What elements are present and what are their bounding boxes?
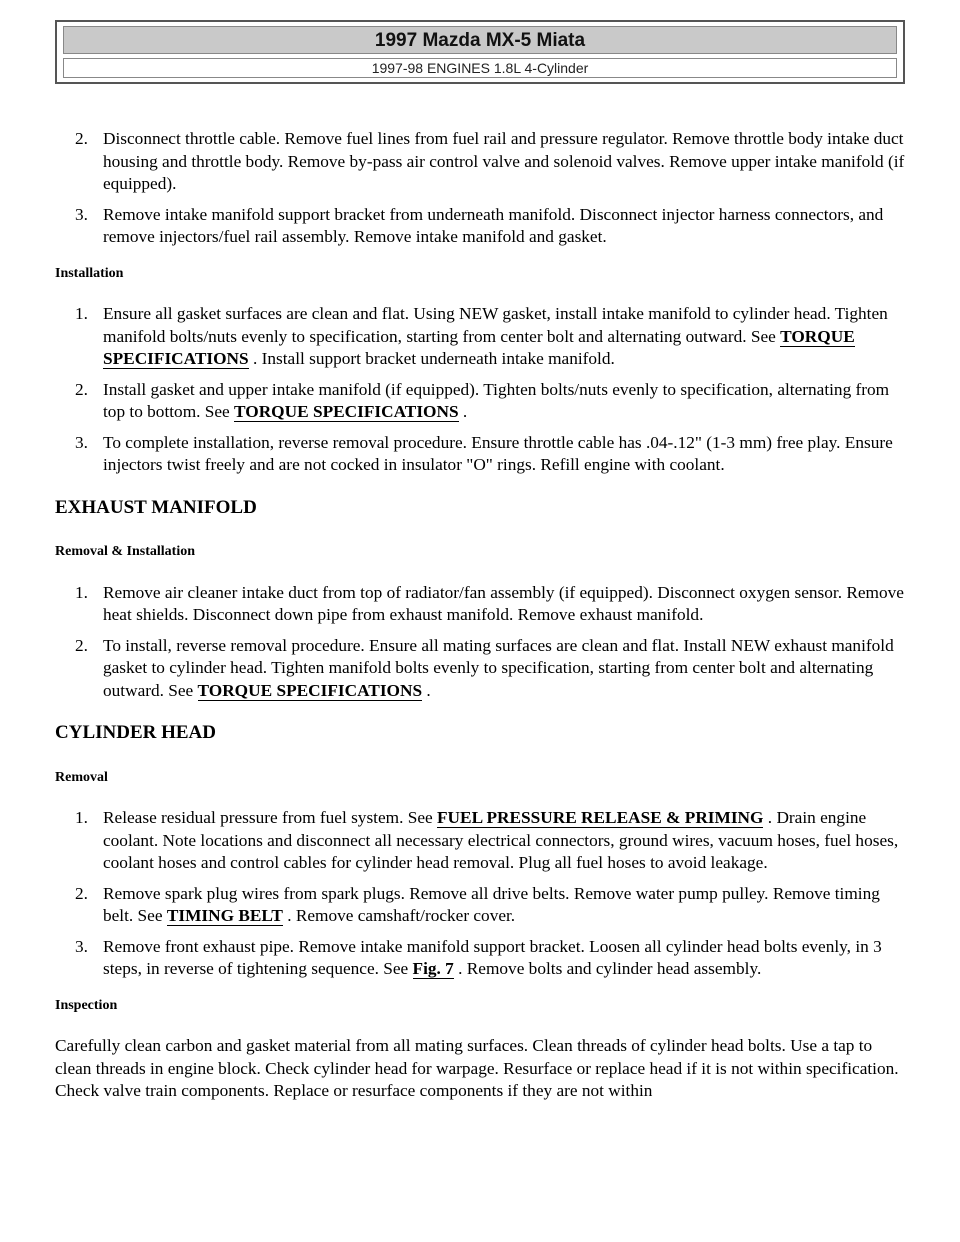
list-item	[55, 936, 907, 981]
list-item	[55, 379, 907, 424]
fuel-pressure-release-link[interactable]: FUEL PRESSURE RELEASE & PRIMING	[437, 808, 764, 827]
installation-heading: Installation	[55, 265, 124, 281]
removal-steps-list	[55, 128, 907, 249]
exhaust-steps-list	[55, 582, 907, 703]
list-item	[55, 582, 907, 627]
timing-belt-link[interactable]: TIMING BELT	[166, 906, 283, 925]
step-text: . Install support bracket underneath intake manifold.	[248, 349, 615, 368]
list-item	[55, 204, 907, 249]
list-item	[55, 432, 907, 477]
step-text: .	[422, 680, 431, 700]
list-item	[55, 303, 907, 371]
step-text: Remove spark plug wires from spark plugs. Remove all drive belts. Remove water pump pulley. Remove timing belt. See	[103, 883, 880, 925]
step-text: To install, reverse removal procedure. Ensure all mating surfaces are clean and flat. Install NEW exhaust manifold gasket to cylinder head. Tighten manifold bolts evenly to specification, starting from center bolt and alternating outward. See	[103, 635, 894, 700]
list-item	[55, 635, 907, 703]
step-number: 1.	[75, 304, 88, 323]
step-number: 2.	[75, 129, 88, 148]
step-text: Remove intake manifold support bracket from underneath manifold. Disconnect injector harness connectors, and remove injectors/fuel rail assembly. Remove intake manifold and gasket.	[103, 204, 884, 246]
step-number: 2.	[75, 379, 88, 399]
step-number: 1.	[75, 582, 88, 602]
inspection-paragraph: Carefully clean carbon and gasket material from all mating surfaces. Clean threads of cylinder head bolts. Use a tap to clean threads in engine block. Check cylinder head for warpage. Resurface or replace head if it is not within specification. Check valve train components. Replace or resurface components if they are not within	[55, 1036, 899, 1100]
list-item	[55, 128, 907, 196]
removal-installation-heading: Removal & Installation	[55, 544, 195, 559]
step-text: Remove air cleaner intake duct from top of radiator/fan assembly (if equipped). Disconnect oxygen sensor. Remove heat shields. Disconnect down pipe from exhaust manifold. Remove exhaust manifold.	[103, 582, 904, 624]
list-item	[55, 807, 907, 875]
list-item	[55, 883, 907, 928]
torque-specifications-link[interactable]: TORQUE SPECIFICATIONS	[197, 680, 423, 700]
step-text: Release residual pressure from fuel system. See	[103, 808, 437, 827]
document-title: 1997 Mazda MX-5 Miata	[63, 26, 897, 54]
fig-7-link[interactable]: Fig. 7	[412, 959, 454, 978]
step-text: . Remove bolts and cylinder head assembly.	[453, 959, 762, 978]
step-text: Install gasket and upper intake manifold (if equipped). Tighten bolts/nuts evenly to specification, alternating from top to bottom. See	[103, 379, 890, 421]
step-text: . Remove camshaft/rocker cover.	[282, 906, 516, 925]
torque-specifications-link[interactable]: TORQUE SPECIFICATIONS	[234, 402, 459, 421]
inspection-heading: Inspection	[55, 997, 118, 1013]
removal-heading: Removal	[55, 769, 108, 785]
cylinder-head-heading: CYLINDER HEAD	[55, 722, 216, 743]
step-text: Disconnect throttle cable. Remove fuel lines from fuel rail and pressure regulator. Remove throttle body intake duct housing and throttle body. Remove by-pass air control valve and solenoid valves. Remove upper intake manifold (if equipped).	[103, 129, 905, 193]
step-text: Remove front exhaust pipe. Remove intake manifold support bracket. Loosen all cylinder head bolts evenly, in 3 steps, in reverse of tightening sequence. See	[103, 936, 882, 978]
step-text: To complete installation, reverse removal procedure. Ensure throttle cable has .04-.12" (1-3 mm) free play. Ensure injectors twist freely and are not cocked in insulator "O" rings. Refill engine with coolant.	[103, 432, 893, 474]
step-number: 3.	[75, 936, 88, 956]
step-text: . Drain engine coolant. Note locations and disconnect all necessary electrical connectors, ground wires, vacuum hoses, fuel hoses, coolant hoses and control cables for cylinder head removal. Plug all fuel hoses to avoid leakage.	[103, 808, 899, 872]
cylinder-head-steps-list	[55, 807, 907, 981]
page-header	[55, 20, 905, 84]
installation-steps-list	[55, 303, 907, 477]
step-number: 3.	[75, 204, 88, 224]
step-number: 1.	[75, 808, 88, 827]
step-number: 2.	[75, 635, 88, 655]
torque-specifications-link[interactable]: TORQUE SPECIFICATIONS	[103, 326, 855, 368]
step-number: 3.	[75, 432, 88, 452]
exhaust-manifold-heading: EXHAUST MANIFOLD	[55, 496, 257, 518]
step-number: 2.	[75, 883, 88, 903]
document-body	[55, 128, 907, 1103]
step-text: Ensure all gasket surfaces are clean and flat. Using NEW gasket, install intake manifold to cylinder head. Tighten manifold bolts/nuts evenly to specification, starting from center bolt and alternating outward. See	[103, 304, 888, 346]
document-subtitle: 1997-98 ENGINES 1.8L 4-Cylinder	[63, 58, 897, 78]
step-text: .	[458, 402, 468, 421]
